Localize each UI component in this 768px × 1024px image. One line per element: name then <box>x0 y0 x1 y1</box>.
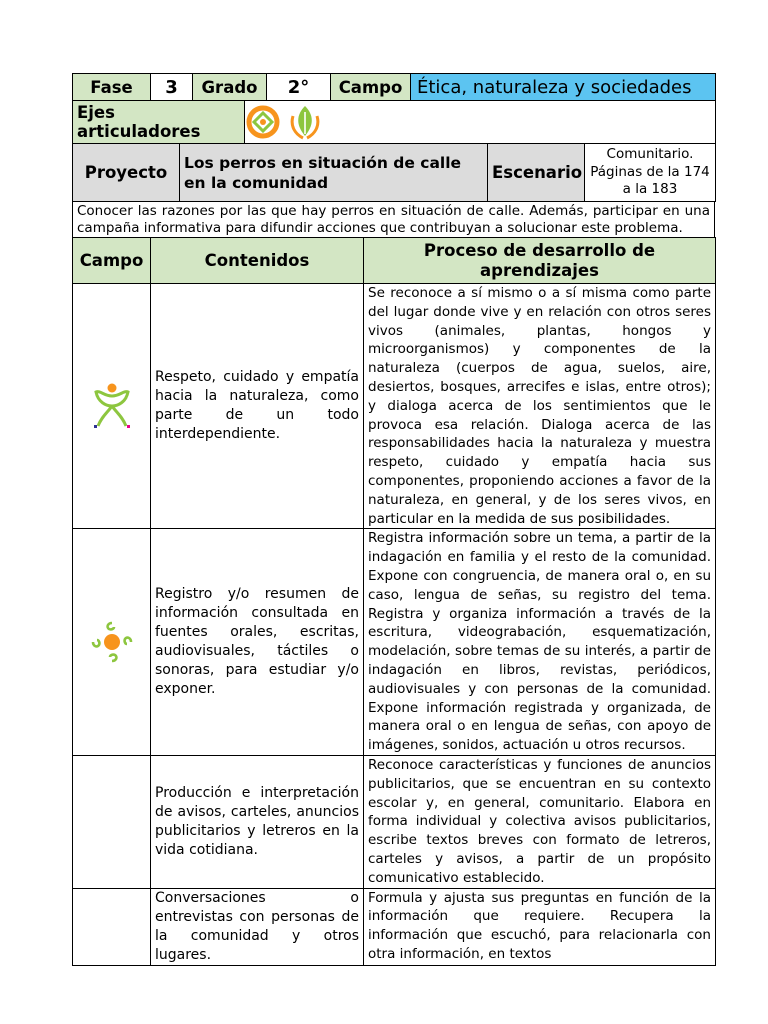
table-row <box>73 888 716 965</box>
planning-sheet <box>72 73 715 966</box>
row-content: Producción e interpretación de avisos, carteles, anuncios publicitarios y letreros en la vida cotidiana. <box>151 755 364 888</box>
ejes-table <box>72 100 716 144</box>
row-process: Reconoce características y funciones de anuncios publicitarios, que se encuentran en su contexto escolar y, en general, comunitario. Elabora en forma individual y colectiva avisos publicitarios, escribe textos breves con formato de letreros, carteles y avisos, a partir de un propósito comunicativo establecido. <box>364 755 716 888</box>
ejes-icons <box>245 102 711 142</box>
table-header-row <box>73 238 716 284</box>
campo-icon-cell <box>73 888 151 965</box>
lenguajes-icon <box>90 620 134 664</box>
row-process: Registra información sobre un tema, a partir de la indagación en familia y el resto de la comunidad. Expone con congruencia, de manera oral o, en su caso, lengua de señas, su registro del tema. Registra y organiza información a través de la escritura, videograbación, esquematización, modelación, sobre temas de su interés, a partir de indagación en libros, revistas, periódicos, audiovisuales y con personas de la comunidad. Expone información registrada y organizada, de manera oral o en lengua de señas, con apoyo de imágenes, sonidos, actuación u otros recursos. <box>364 529 716 756</box>
campo-value: Ética, naturaleza y sociedades <box>411 74 716 101</box>
column-header-campo: Campo <box>73 238 151 284</box>
campo-icon-cell <box>73 284 151 529</box>
campo-label: Campo <box>331 74 411 101</box>
fase-label: Fase <box>73 74 151 101</box>
row-process: Formula y ajusta sus preguntas en función de la información que requiere. Recupera la información que escuchó, para relacionarla con otra información, en textos <box>364 888 716 965</box>
ejes-label: Ejes articuladores <box>73 101 245 144</box>
project-objective: Conocer las razones por las que hay perros en situación de calle. Además, participar en una campaña informativa para difundir acciones que contribuyan a solucionar este problema. <box>73 202 715 238</box>
project-label: Proyecto <box>73 144 180 202</box>
escenario-value: Comunitario. Páginas de la 174 a la 183 <box>585 144 716 202</box>
row-content: Registro y/o resumen de información consultada en fuentes orales, escritas, audiovisuales, táctiles o sonoras, para estudiar y/o exponer. <box>151 529 364 756</box>
project-title: Los perros en situación de calle en la comunidad <box>180 144 488 202</box>
column-header-contenidos: Contenidos <box>151 238 364 284</box>
header-table <box>72 73 716 101</box>
interculturalidad-icon <box>245 104 281 140</box>
content-table <box>72 237 716 966</box>
fase-value: 3 <box>151 74 193 101</box>
campo-icon-cell <box>73 529 151 756</box>
project-table <box>72 143 716 202</box>
grado-label: Grado <box>193 74 267 101</box>
table-row <box>73 529 716 756</box>
row-content: Conversaciones o entrevistas con personas de la comunidad y otros lugares. <box>151 888 364 965</box>
grado-value: 2° <box>267 74 331 101</box>
vida-saludable-icon <box>287 102 323 142</box>
etica-naturaleza-icon <box>92 382 132 430</box>
table-row <box>73 755 716 888</box>
column-header-proceso: Proceso de desarrollo de aprendizajes <box>364 238 716 284</box>
escenario-label: Escenario <box>488 144 585 202</box>
row-process: Se reconoce a sí mismo o a sí misma como parte del lugar donde vive y en relación con otros seres vivos (animales, plantas, hongos y microorganismos) y componentes de la naturaleza (cuerpos de agua, suelos, aire, desiertos, bosques, arrecifes e islas, entre otros); y dialoga acerca de los sentimientos que le provoca esa relación. Dialoga acerca de las responsabilidades hacia la naturaleza y muestra respeto, cuidado y empatía hacia sus componentes, proponiendo acciones a favor de la naturaleza, en general, y de los seres vivos, en particular en la medida de sus posibilidades. <box>364 284 716 529</box>
objective-table <box>72 201 715 238</box>
row-content: Respeto, cuidado y empatía hacia la naturaleza, como parte de un todo interdependiente. <box>151 284 364 529</box>
table-row <box>73 284 716 529</box>
campo-icon-cell <box>73 755 151 888</box>
